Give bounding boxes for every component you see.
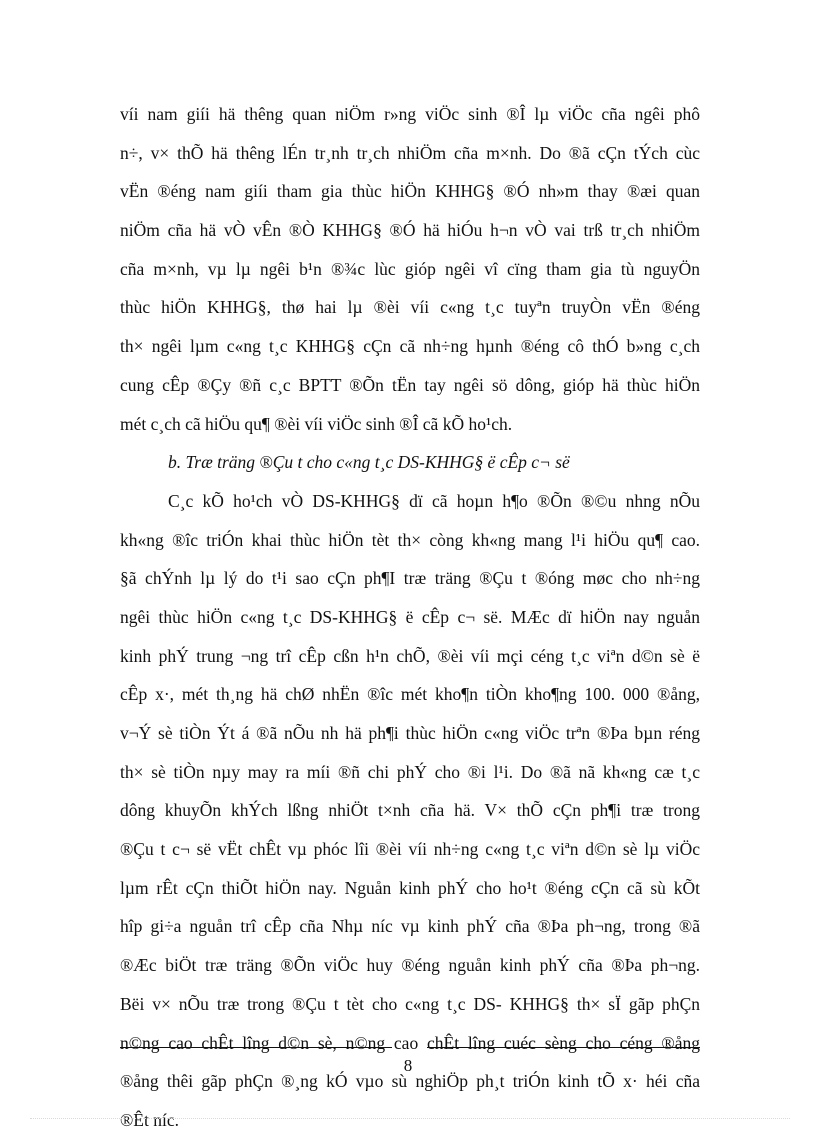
text-line: ®Çu t c¬ së vËt chÊt vµ phóc lîi ®èi víi nh÷ng c«ng t¸c viªn d©n sè lµ viÖc	[120, 839, 700, 860]
text-line: §ã chÝnh lµ lý do t¹i sao cÇn ph¶I træ träng ®Çu t ®óng møc cho nh÷ng	[120, 568, 700, 589]
text-line: hîp gi÷a nguån trî cÊp cña Nhµ níc vµ kinh phÝ cña ®Þa ph¬ng, trong ®ã	[120, 916, 700, 937]
footer-rule-right	[427, 1047, 700, 1048]
text-line: C¸c kÕ ho¹ch vÒ DS-KHHG§ dï cã hoµn h¶o ®Õn ®©u nhng nÕu	[168, 490, 700, 511]
text-line: dông khuyÕn khÝch lßng nhiÖt t×nh cña hä. V× thÕ cÇn ph¶i træ trong	[120, 800, 700, 821]
body-text	[120, 95, 700, 1140]
text-line: lµm rÊt cÇn thiÕt hiÖn nay. Nguån kinh phÝ cho ho¹t ®éng cÇn cã sù kÕt	[120, 877, 700, 898]
text-line: thùc hiÖn KHHG§, thø hai lµ ®èi víi c«ng t¸c tuyªn truyÒn vËn ®éng	[120, 297, 700, 318]
text-line: mét c¸ch cã hiÖu qu¶ ®èi víi viÖc sinh ®Î cã kÕ ho¹ch.	[120, 413, 513, 434]
paragraph-investment	[120, 482, 700, 1140]
text-line: víi nam giíi hä thêng quan niÖm r»ng viÖc sinh ®Î lµ viÖc cña ngêi phô	[120, 104, 700, 124]
text-line: Bëi v× nÕu træ trong ®Çu t tèt cho c«ng t¸c DS- KHHG§ th× sÏ gãp phÇn	[120, 993, 700, 1014]
text-line: cÊp x·, mét th¸ng hä chØ nhËn ®îc mét kho¶n tiÒn kho¶ng 100. 000 ®ång,	[120, 684, 700, 705]
footer-rule-left	[120, 1047, 392, 1048]
text-line: ®Êt níc.	[120, 1109, 179, 1130]
text-line: vËn ®éng nam giíi tham gia thùc hiÖn KHHG§ ®Ó nh»m thay ®æi quan	[120, 181, 700, 202]
text-line: kinh phÝ trung ¬ng trî cÊp cßn h¹n chÕ, ®èi víi mçi céng t¸c viªn d©n sè ë	[120, 645, 700, 666]
text-line: th× sè tiÒn nµy may ra míi ®ñ chi phÝ cho ®i l¹i. Do ®ã nã kh«ng cæ t¸c	[120, 761, 700, 782]
text-line: ngêi thùc hiÖn c«ng t¸c DS-KHHG§ ë cÊp c¬ së. MÆc dï hiÖn nay nguån	[120, 606, 700, 627]
section-heading-b: b. Træ träng ®Çu t cho c«ng t¸c DS-KHHG§ ë cÊp c¬ së	[168, 452, 570, 473]
text-line: cung cÊp ®Çy ®ñ c¸c BPTT ®Õn tËn tay ngêi sö dông, gióp hä thùc hiÖn	[120, 374, 700, 395]
text-line: th× ngêi lµm c«ng t¸c KHHG§ cÇn cã nh÷ng hµnh ®éng cô thÓ b»ng c¸ch	[120, 336, 700, 357]
page-bottom-edge	[30, 1118, 790, 1119]
text-line: n÷, v× thÕ hä thêng lÉn tr¸nh tr¸ch nhiÖm cña m×nh. Do ®ã cÇn tÝch cùc	[120, 142, 700, 163]
text-line: n©ng cao chÊt lîng d©n sè, n©ng cao chÊt lîng cuéc sèng cho céng ®ång	[120, 1032, 700, 1053]
text-line: niÖm cña hä vÒ vÊn ®Ò KHHG§ ®Ó hä hiÓu h¬n vÒ vai trß tr¸ch nhiÖm	[120, 220, 700, 241]
text-line: cña m×nh, vµ lµ ngêi b¹n ®¾c lùc gióp ngêi vî cïng tham gia tù nguyÖn	[120, 258, 700, 279]
text-line: ®Æc biÖt træ träng ®Õn viÖc huy ®éng nguån kinh phÝ cña ®Þa ph¬ng.	[120, 955, 700, 976]
text-line: ®ång thêi gãp phÇn ®¸ng kÓ vµo sù nghiÖp ph¸t triÓn kinh tÕ x· héi cña	[120, 1071, 700, 1092]
text-line: kh«ng ®îc triÓn khai thùc hiÖn tèt th× còng kh«ng mang l¹i hiÖu qu¶ cao.	[120, 529, 700, 550]
paragraph-continued	[120, 95, 700, 443]
page-number: 8	[403, 1056, 413, 1075]
text-line: v¬Ý sè tiÒn Ýt á ®ã nÕu nh hä ph¶i thùc hiÖn c«ng viÖc trªn ®Þa bµn réng	[120, 723, 700, 743]
